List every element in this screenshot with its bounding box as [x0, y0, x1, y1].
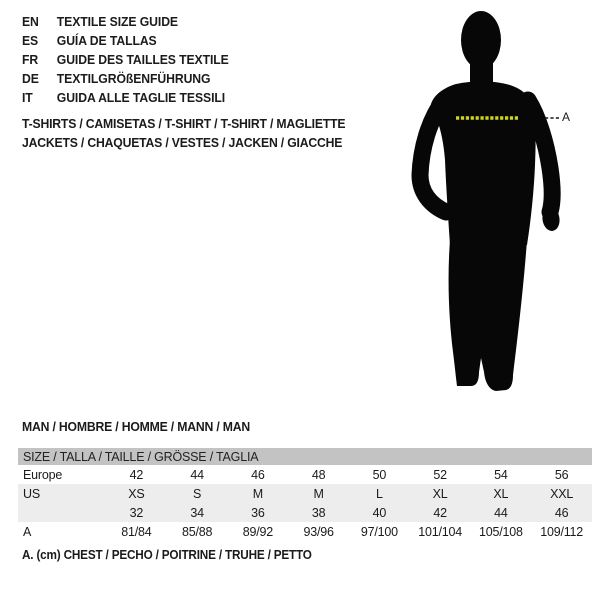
size-table-cell: 44: [471, 503, 532, 522]
size-table-cell: 109/112: [531, 522, 592, 541]
silhouette-left-arm: [420, 100, 446, 212]
size-table-cell: 36: [228, 503, 289, 522]
size-table-cell: L: [349, 484, 410, 503]
language-label: GUÍA DE TALLAS: [56, 33, 157, 48]
language-label: TEXTILE SIZE GUIDE: [56, 14, 178, 29]
size-table-cell: 34: [167, 503, 228, 522]
measure-caption: A. (cm) CHEST / PECHO / POITRINE / TRUHE / PETTO: [22, 548, 312, 562]
size-table-cell: XS: [106, 484, 167, 503]
language-code: IT: [22, 90, 33, 105]
size-table-row-label: [18, 503, 106, 522]
size-table-header: SIZE / TALLA / TAILLE / GRÖSSE / TAGLIA: [18, 448, 592, 465]
size-table-header-row: [18, 448, 592, 465]
size-table-cell: 81/84: [106, 522, 167, 541]
silhouette-neck: [470, 58, 493, 82]
language-code: DE: [22, 71, 39, 86]
size-table-cell: 50: [349, 465, 410, 484]
size-table-cell: 101/104: [410, 522, 471, 541]
size-table-cell: 85/88: [167, 522, 228, 541]
size-table-cell: M: [288, 484, 349, 503]
size-table-row-europe: [18, 465, 592, 484]
size-table-row-uk: [18, 503, 592, 522]
size-table-cell: 38: [288, 503, 349, 522]
size-table: [18, 448, 592, 541]
size-table-cell: 42: [106, 465, 167, 484]
size-table-cell: 54: [471, 465, 532, 484]
size-table-row-us: [18, 484, 592, 503]
language-label: TEXTILGRÖßENFÜHRUNG: [56, 71, 211, 86]
size-table-row-label: A: [18, 522, 106, 541]
size-table-cell: 93/96: [288, 522, 349, 541]
size-table-cell: S: [167, 484, 228, 503]
size-table-cell: XXL: [531, 484, 592, 503]
size-table-cell: 42: [410, 503, 471, 522]
category-line-tshirts: T-SHIRTS / CAMISETAS / T-SHIRT / T-SHIRT / MAGLIETTE: [22, 116, 346, 131]
size-table-row-label: US: [18, 484, 106, 503]
language-label: GUIDA ALLE TAGLIE TESSILI: [56, 90, 226, 105]
size-table-cell: 46: [228, 465, 289, 484]
size-table-cell: 32: [106, 503, 167, 522]
size-table-cell: 46: [531, 503, 592, 522]
silhouette-legs: [449, 240, 527, 391]
section-heading-man: MAN / HOMBRE / HOMME / MANN / MAN: [22, 419, 251, 434]
size-table-cell: XL: [410, 484, 471, 503]
size-table-cell: 89/92: [228, 522, 289, 541]
measure-label-a: A: [562, 110, 571, 124]
size-table-cell: 52: [410, 465, 471, 484]
size-table-row-label: Europe: [18, 465, 106, 484]
size-table-cell: 40: [349, 503, 410, 522]
size-table-cell: M: [228, 484, 289, 503]
size-table-cell: XL: [471, 484, 532, 503]
category-line-jackets: JACKETS / CHAQUETAS / VESTES / JACKEN / GIACCHE: [22, 135, 343, 150]
size-table-row-a: [18, 522, 592, 541]
size-table-cell: 44: [167, 465, 228, 484]
language-code: ES: [22, 33, 39, 48]
language-code: EN: [22, 14, 39, 29]
size-table-cell: 48: [288, 465, 349, 484]
language-code: FR: [22, 52, 39, 67]
size-table-cell: 56: [531, 465, 592, 484]
language-label: GUIDE DES TAILLES TEXTILE: [56, 52, 229, 67]
size-table-cell: 105/108: [471, 522, 532, 541]
man-silhouette: [420, 11, 561, 391]
size-table-cell: 97/100: [349, 522, 410, 541]
